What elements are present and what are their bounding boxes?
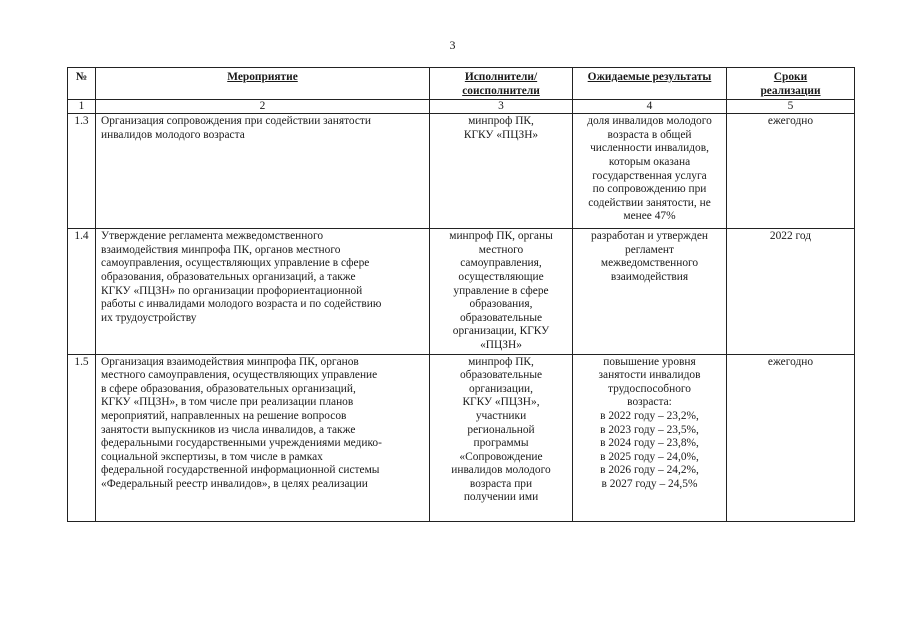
- row-results: разработан и утвержден регламент межведомственного взаимодействия: [573, 229, 727, 354]
- page-number: 3: [449, 38, 456, 52]
- row-event: Утверждение регламента межведомственного взаимодействия минпрофа ПК, органов местного самоуправления, осуществляющих управление в сфере образования, образовательных организаций, а также КГКУ «ПЦЗН» по организации профориентационной работы с инвалидами молодого возраста и по содействию их трудоустройству: [96, 229, 430, 354]
- row-executors: минпроф ПК, образовательные организации, КГКУ «ПЦЗН», участники региональной программы «Сопровождение инвалидов молодого возраста при получении ими: [430, 354, 573, 521]
- header-executors: Исполнители/ соисполнители: [430, 68, 573, 100]
- table-row: [68, 354, 855, 521]
- table-row: [68, 229, 855, 354]
- header-terms: Сроки реализации: [727, 68, 855, 100]
- row-event: Организация взаимодействия минпрофа ПК, органов местного самоуправления, осуществляющих управление в сфере образования, образовательных организаций, КГКУ «ПЦЗН», в том числе при реализации планов мероприятий, направленных на решение вопросов занятости выпускников из числа инвалидов, а также федеральными государственными учреждениями медико- социальной экспертизы, в том числе в рамках федеральной государственной информационной системы «Федеральный реестр инвалидов», в целях реализации: [96, 354, 430, 521]
- row-executors: минпроф ПК, КГКУ «ПЦЗН»: [430, 114, 573, 229]
- row-terms: 2022 год: [727, 229, 855, 354]
- column-number: 5: [727, 100, 855, 114]
- column-number: 3: [430, 100, 573, 114]
- row-executors: минпроф ПК, органы местного самоуправления, осуществляющие управление в сфере образования, образовательные организации, КГКУ «ПЦЗН»: [430, 229, 573, 354]
- table-row: [68, 114, 855, 229]
- row-terms: ежегодно: [727, 114, 855, 229]
- row-results: повышение уровня занятости инвалидов трудоспособного возраста: в 2022 году – 23,2%, в 2023 году – 23,5%, в 2024 году – 23,8%, в 2025 году – 24,0%, в 2026 году – 24,2%, в 2027 году – 24,5%: [573, 354, 727, 521]
- header-event: Мероприятие: [96, 68, 430, 100]
- row-results: доля инвалидов молодого возраста в общей численности инвалидов, которым оказана государственная услуга по сопровождению при содействии занятости, не менее 47%: [573, 114, 727, 229]
- row-num: 1.3: [68, 114, 96, 229]
- column-number: 2: [96, 100, 430, 114]
- column-number: 1: [68, 100, 96, 114]
- column-numbers-row: [68, 100, 855, 114]
- column-number: 4: [573, 100, 727, 114]
- header-results: Ожидаемые результаты: [573, 68, 727, 100]
- measures-table: [67, 67, 855, 522]
- header-num: №: [68, 68, 96, 100]
- row-num: 1.5: [68, 354, 96, 521]
- row-terms: ежегодно: [727, 354, 855, 521]
- header-row: [68, 68, 855, 100]
- row-event: Организация сопровождения при содействии занятости инвалидов молодого возраста: [96, 114, 430, 229]
- row-num: 1.4: [68, 229, 96, 354]
